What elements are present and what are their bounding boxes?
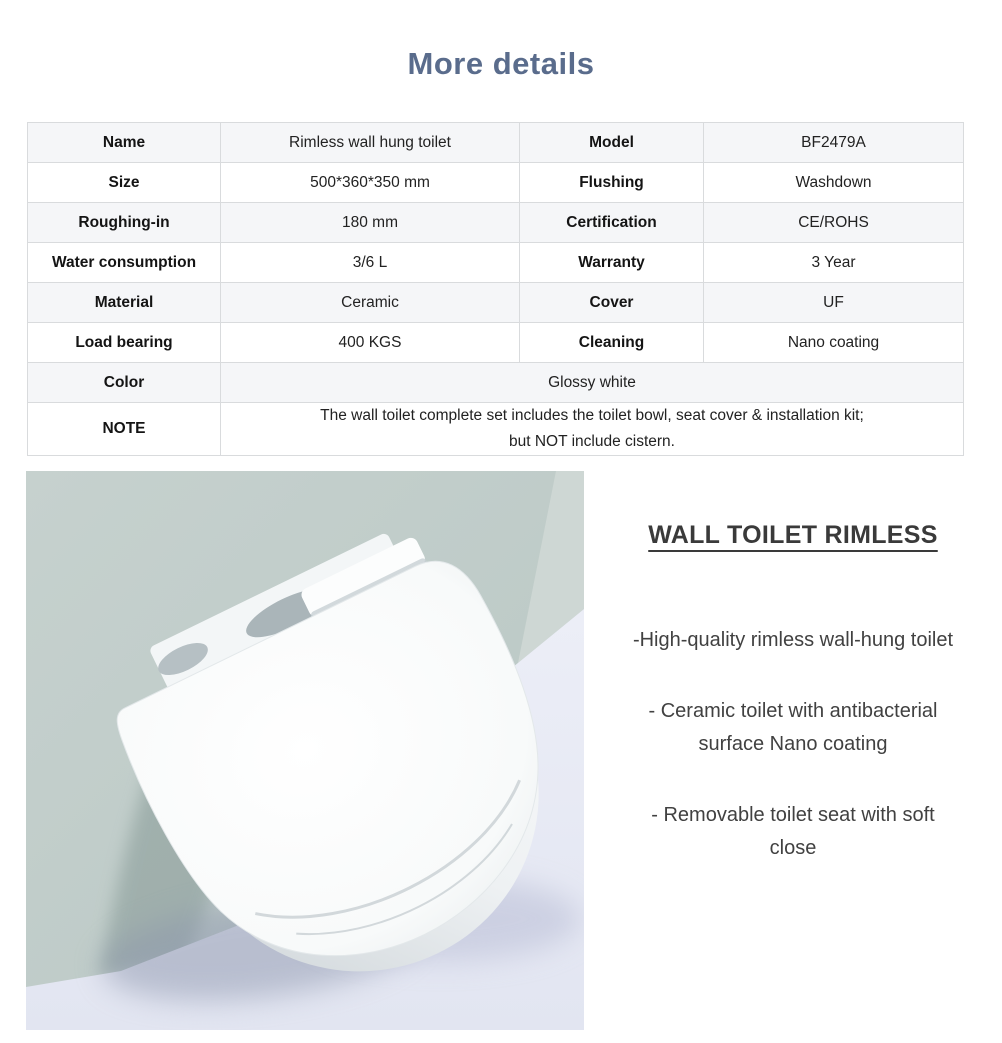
spec-value: 3/6 L (221, 243, 520, 283)
spec-label: Flushing (520, 163, 704, 203)
spec-label: Cover (520, 283, 704, 323)
table-row (28, 123, 964, 163)
spec-value: Ceramic (221, 283, 520, 323)
feature-line: -High-quality rimless wall-hung toilet (632, 629, 954, 651)
feature-item (584, 695, 1002, 761)
table-row-color (28, 363, 964, 403)
spec-value: 3 Year (704, 243, 964, 283)
table-row (28, 323, 964, 363)
spec-label: Size (28, 163, 221, 203)
spec-note (221, 403, 964, 456)
product-image (26, 471, 584, 1030)
product-section (0, 471, 1002, 1030)
toilet-illustration (26, 471, 584, 1030)
spec-label: NOTE (28, 403, 221, 456)
spec-value: 180 mm (221, 203, 520, 243)
table-row-note (28, 403, 964, 456)
spec-value: UF (704, 283, 964, 323)
table-row (28, 243, 964, 283)
page-title: More details (407, 46, 595, 81)
product-description (584, 471, 1002, 1030)
spec-label: Model (520, 123, 704, 163)
table-row (28, 163, 964, 203)
spec-label: Name (28, 123, 221, 163)
feature-line: surface Nano coating (698, 733, 888, 755)
feature-line: - Ceramic toilet with antibacterial (648, 700, 938, 722)
spec-label: Cleaning (520, 323, 704, 363)
table-row (28, 203, 964, 243)
spec-value: BF2479A (704, 123, 964, 163)
spec-label: Warranty (520, 243, 704, 283)
product-heading: WALL TOILET RIMLESS (648, 521, 938, 549)
spec-value: 400 KGS (221, 323, 520, 363)
spec-label: Color (28, 363, 221, 403)
feature-item (584, 624, 1002, 657)
table-row (28, 283, 964, 323)
spec-value: Glossy white (221, 363, 964, 403)
spec-label: Certification (520, 203, 704, 243)
spec-label: Roughing-in (28, 203, 221, 243)
feature-line: close (769, 837, 817, 859)
spec-value: Washdown (704, 163, 964, 203)
spec-label: Water consumption (28, 243, 221, 283)
note-line-1: The wall toilet complete set includes the toilet bowl, seat cover & installation kit; (320, 407, 864, 424)
note-line-2: but NOT include cistern. (509, 433, 675, 450)
feature-item (584, 799, 1002, 865)
feature-line: - Removable toilet seat with soft (651, 804, 935, 826)
spec-label: Load bearing (28, 323, 221, 363)
spec-value: 500*360*350 mm (221, 163, 520, 203)
spec-value: CE/ROHS (704, 203, 964, 243)
spec-value: Nano coating (704, 323, 964, 363)
spec-label: Material (28, 283, 221, 323)
spec-table (27, 122, 964, 456)
spec-value: Rimless wall hung toilet (221, 123, 520, 163)
